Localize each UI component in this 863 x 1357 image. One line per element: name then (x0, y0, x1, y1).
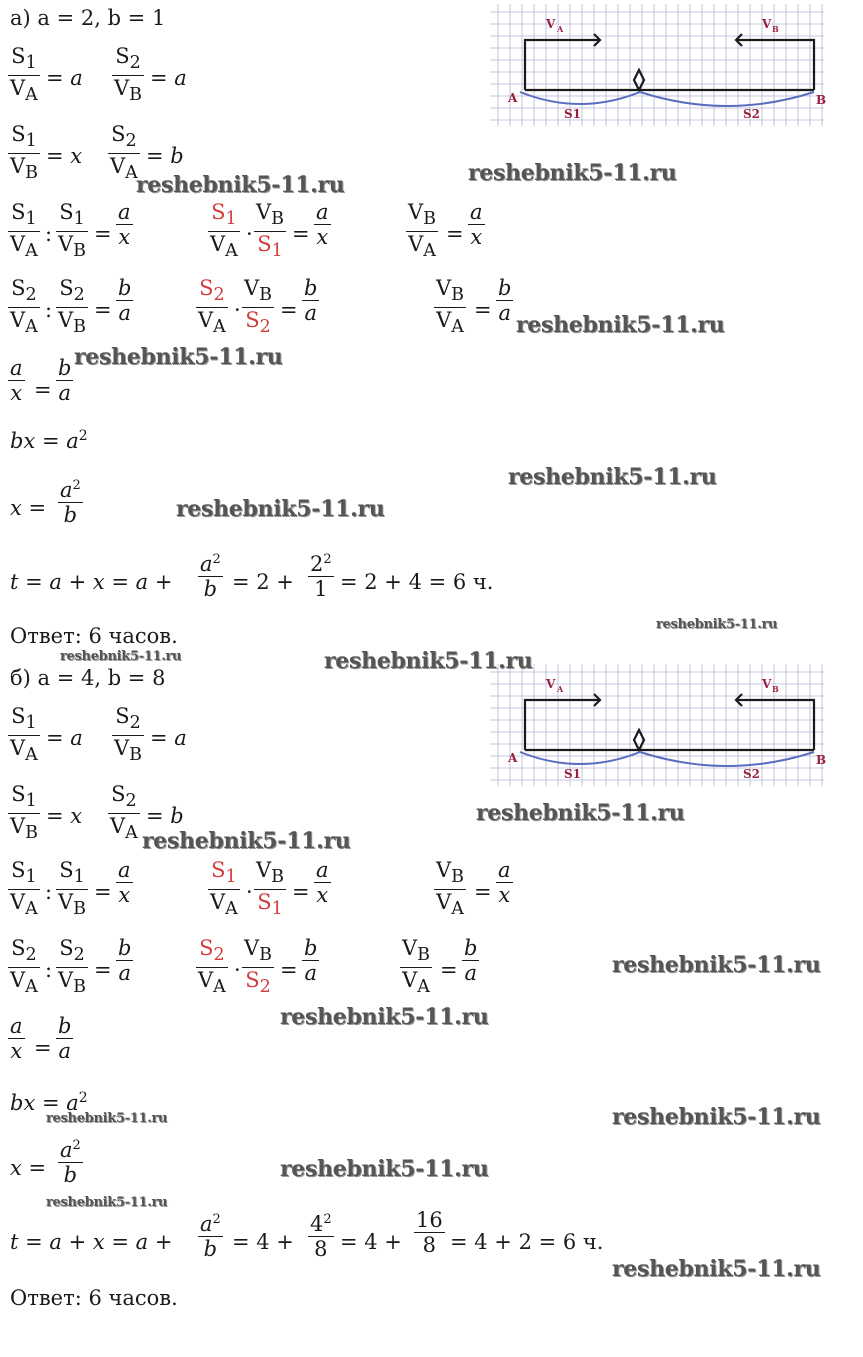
fraction: $S_2$ $V_B$ (58, 276, 87, 338)
watermark: reshebnik5-11.ru (74, 344, 283, 370)
fraction: $S_2$ $V_A$ (110, 122, 138, 184)
fraction: $S_1$ $V_A$ (210, 858, 238, 920)
watermark: reshebnik5-11.ru (476, 800, 685, 826)
fraction: b a (498, 276, 512, 325)
svg-text:B: B (772, 24, 779, 34)
watermark: reshebnik5-11.ru (468, 160, 677, 186)
equation-bx: bx = $a^2$ (10, 1090, 88, 1115)
fraction: $V_B$ $V_A$ (436, 858, 465, 920)
svg-text:S2: S2 (743, 767, 761, 781)
fraction: a x (316, 858, 329, 907)
svg-text:A: A (508, 751, 518, 765)
fraction: b a (304, 276, 318, 325)
watermark: reshebnik5-11.ru (612, 1256, 821, 1282)
fraction: a x (10, 356, 23, 405)
watermark: reshebnik5-11.ru (176, 496, 385, 522)
fraction: $a^2$ b (200, 552, 221, 601)
equals-x: = x (46, 144, 83, 168)
svg-text:B: B (816, 93, 827, 107)
equation-t: t = a + x = a + (10, 570, 173, 594)
fraction: $S_1$ $V_B$ (10, 782, 39, 844)
fraction: $S_2$ $V_B$ (114, 704, 143, 766)
grid (490, 664, 827, 786)
fraction: $S_2$ $V_A$ (198, 936, 226, 998)
answer-a: Ответ: 6 часов. (10, 624, 178, 648)
watermark: reshebnik5-11.ru (280, 1156, 489, 1182)
watermark: reshebnik5-11.ru (612, 952, 821, 978)
watermark: reshebnik5-11.ru (612, 1104, 821, 1130)
fraction: $S_1$ $V_A$ (10, 200, 38, 262)
watermark: reshebnik5-11.ru (46, 1195, 168, 1210)
fraction: b a (118, 276, 132, 325)
fraction: $S_1$ $V_A$ (210, 200, 238, 262)
motion-diagram-a (490, 4, 827, 126)
fraction: a x (10, 1014, 23, 1063)
fraction: $a^2$ b (200, 1212, 221, 1261)
fraction: $S_1$ $V_B$ (10, 122, 39, 184)
equals-a: = a (150, 66, 187, 90)
fraction: $a^2$ b (60, 478, 81, 527)
svg-text:A: A (557, 684, 564, 694)
fraction: $V_B$ $V_A$ (408, 200, 437, 262)
motion-diagram-b (490, 664, 827, 786)
fraction: $S_1$ $V_B$ (58, 200, 87, 262)
fraction: b a (58, 1014, 72, 1063)
fraction: 16 8 (416, 1208, 443, 1257)
watermark: reshebnik5-11.ru (656, 617, 778, 632)
fraction: $4^2$ 8 (310, 1212, 332, 1261)
fraction: a x (118, 858, 131, 907)
fraction: $V_B$ $S_2$ (244, 936, 273, 998)
watermark: reshebnik5-11.ru (60, 649, 182, 664)
svg-text:V: V (762, 677, 772, 691)
svg-text:V: V (762, 17, 772, 31)
fraction: $V_B$ $S_2$ (244, 276, 273, 338)
svg-text:A: A (557, 24, 564, 34)
fraction: $S_2$ $V_A$ (10, 936, 38, 998)
watermark: reshebnik5-11.ru (508, 464, 717, 490)
fraction: $S_2$ $V_A$ (10, 276, 38, 338)
fraction: b a (464, 936, 478, 985)
fraction: a x (470, 200, 483, 249)
equals-a: = a (46, 66, 83, 90)
fraction: a x (316, 200, 329, 249)
fraction: $S_1$ $V_A$ (10, 704, 38, 766)
fraction: $V_B$ $V_A$ (402, 936, 431, 998)
fraction: $S_1$ $V_B$ (58, 858, 87, 920)
watermark: reshebnik5-11.ru (46, 1111, 168, 1126)
fraction: $S_2$ $V_A$ (198, 276, 226, 338)
svg-text:S1: S1 (564, 107, 582, 121)
fraction: $S_1$ $V_A$ (10, 858, 38, 920)
part-a-header: а) a = 2, b = 1 (10, 6, 166, 30)
svg-text:V: V (546, 677, 556, 691)
watermark: reshebnik5-11.ru (136, 172, 345, 198)
fraction: b a (118, 936, 132, 985)
svg-text:V: V (546, 17, 556, 31)
fraction: $V_B$ $S_1$ (256, 200, 285, 262)
fraction: a x (498, 858, 511, 907)
equation-bx: bx = $a^2$ (10, 428, 88, 453)
fraction: $V_B$ $S_1$ (256, 858, 285, 920)
fraction: b a (304, 936, 318, 985)
equals-b: = b (146, 144, 184, 168)
watermark: reshebnik5-11.ru (324, 648, 533, 674)
watermark: reshebnik5-11.ru (142, 828, 351, 854)
fraction: $V_B$ $V_A$ (436, 276, 465, 338)
fraction: $S_1$ $V_A$ (10, 44, 38, 106)
svg-text:S2: S2 (743, 107, 761, 121)
fraction: a x (118, 200, 131, 249)
grid (490, 4, 827, 126)
svg-text:S1: S1 (564, 767, 582, 781)
fraction: $S_2$ $V_A$ (110, 782, 138, 844)
svg-text:B: B (816, 753, 827, 767)
watermark: reshebnik5-11.ru (280, 1004, 489, 1030)
svg-text:B: B (772, 684, 779, 694)
answer-b: Ответ: 6 часов. (10, 1286, 178, 1310)
fraction: b a (58, 356, 72, 405)
watermark: reshebnik5-11.ru (516, 312, 725, 338)
part-b-header: б) a = 4, b = 8 (10, 666, 166, 690)
svg-text:A: A (508, 91, 518, 105)
fraction: $S_2$ $V_B$ (58, 936, 87, 998)
fraction: $S_2$ $V_B$ (114, 44, 143, 106)
fraction: $a^2$ b (60, 1138, 81, 1187)
equation-t: t = a + x = a + (10, 1230, 173, 1254)
fraction: $2^2$ 1 (310, 552, 332, 601)
